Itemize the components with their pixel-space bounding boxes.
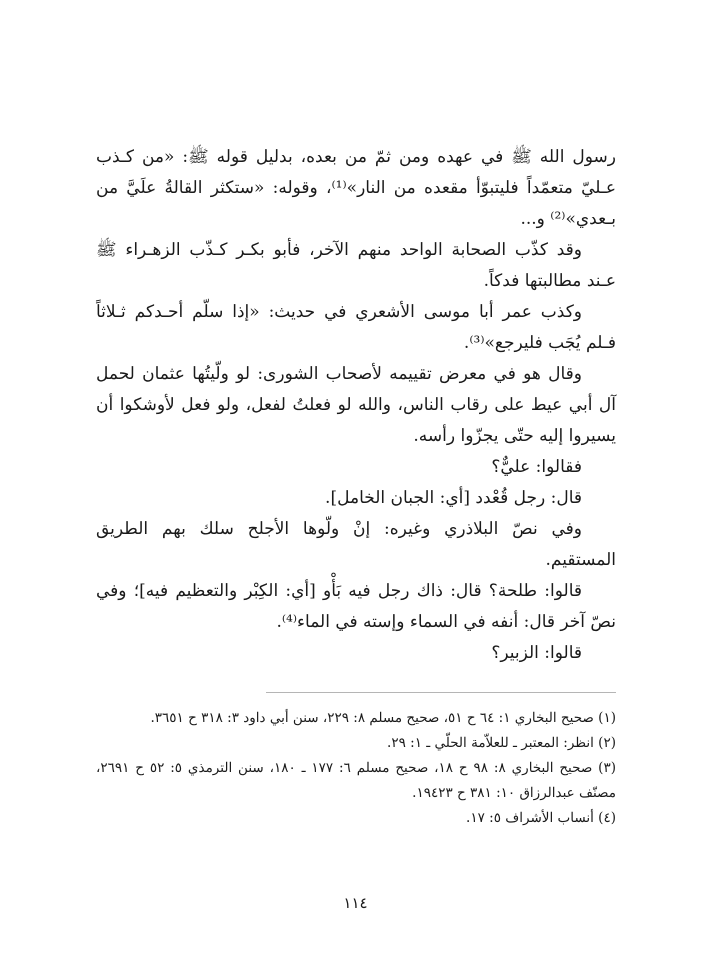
paragraph-umar-abu-musa: وكذب عمر أبا موسى الأشعري في حديث: «إذا سلّم أحـدكم ثـلاثاً فـلم يُجَب فليرجع»⁽³⁾.	[96, 302, 616, 353]
footnote-divider	[266, 692, 616, 693]
paragraph-shura: وقال هو في معرض تقييمه لأصحاب الشورى: لو ولّيتُها عثمان لحمل آل أبي عيط على رقاب الناس، والله لو فعلتُ لفعل، ولو فعل لأوشكوا أن يسيروا إليه حتّى يجزّوا رأسه.	[96, 364, 616, 446]
paragraph-ali: فقالوا: عليٌّ؟	[491, 457, 582, 477]
footnote-item: (١) صحيح البخاري ١: ٦٤ ح ٥١، صحيح مسلم ٨: ٢٢٩، سنن أبي داود ٣: ٣١٨ ح ٣٦٥١.	[150, 710, 616, 726]
footnote-item: (٣) صحيح البخاري ٨: ٩٨ ح ١٨، صحيح مسلم ٦: ١٧٧ ـ ١٨٠، سنن الترمذي ٥: ٥٢ ح ٢٦٩١، مصنّف عبدالرزاق ١٠: ٣٨١ ح ١٩٤٢٣.	[96, 760, 616, 801]
paragraph-baladhuri: وفي نصّ البلاذري وغيره: إنْ ولّوها الأجلح سلك بهم الطريق المستقيم.	[96, 519, 616, 570]
page-number: ١١٤	[343, 894, 368, 912]
footnote-item: (٢) انظر: المعتبر ـ للعلاّمة الحلّي ـ ١: ٢٩.	[387, 735, 616, 751]
footnote-item: (٤) أنساب الأشراف ٥: ١٧.	[466, 810, 616, 826]
paragraph-zubayr: قالوا: الزبير؟	[491, 643, 582, 663]
footnotes	[96, 706, 616, 831]
main-text	[96, 142, 616, 669]
paragraph-continuation: رسول الله ﷺ في عهده ومن ثمّ من بعده، بدليل قوله ﷺ: «من كـذب عـليّ متعمّداً فليتبوّأ مقعده من النار»⁽¹⁾، وقوله: «ستكثر القالةُ علَيَّ من بـعدي»⁽²⁾ و...	[96, 147, 616, 229]
paragraph-talha: قالوا: طلحة؟ قال: ذاك رجل فيه بَأْو [أي: الكِبْر والتعظيم فيه]؛ وفي نصّ آخر قال: أنفه في السماء وإسته في الماء⁽⁴⁾.	[96, 581, 616, 632]
paragraph-qudud: قال: رجل قُعْدد [أي: الجبان الخامل].	[325, 488, 582, 508]
paragraph-companions: وقد كذّب الصحابة الواحد منهم الآخر، فأبو بكـر كـذّب الزهـراء ﷺ عـند مطالبتها فدكاً.	[96, 240, 616, 291]
